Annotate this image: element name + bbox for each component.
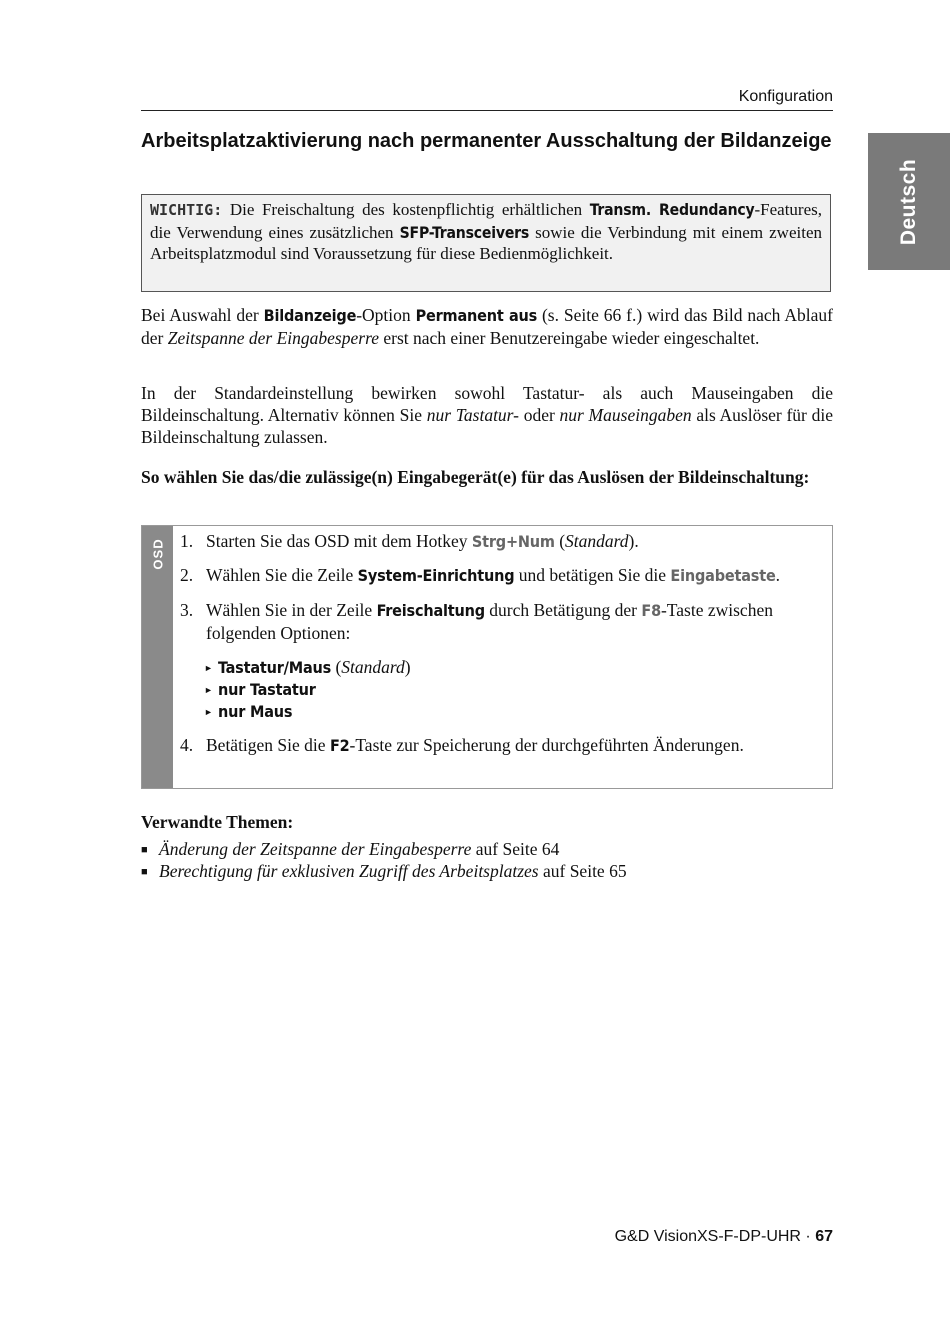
- section-title: Arbeitsplatzaktivierung nach permanenter Ausschaltung der Bildanzeige: [141, 130, 832, 152]
- important-label: WICHTIG:: [150, 201, 223, 219]
- italic-term: Standard: [341, 657, 405, 677]
- language-tab-label: Deutsch: [897, 158, 920, 245]
- arrow-bullet-icon: ►: [204, 707, 213, 717]
- option-label: nur Tastatur: [218, 680, 316, 699]
- option-item: [204, 700, 292, 723]
- key-name: Eingabetaste: [670, 566, 776, 585]
- text: und betätigen Sie die: [514, 565, 671, 585]
- italic-term: nur Mauseingaben: [559, 405, 692, 425]
- text: als Auslöser für die Bildeinschaltung zulassen.: [141, 405, 833, 447]
- italic-term: nur Tastatur-: [426, 405, 519, 425]
- text: ).: [628, 531, 639, 551]
- page-footer: [141, 1228, 833, 1246]
- text: .: [775, 565, 780, 585]
- option-item: [204, 678, 316, 701]
- step-text: [206, 564, 820, 587]
- italic-term: Standard: [565, 531, 629, 551]
- text: Bei Auswahl der: [141, 305, 264, 325]
- option-label: Tastatur/Maus: [218, 658, 332, 677]
- text: -Taste zur Speicherung der durchgeführten Änderungen.: [349, 735, 744, 755]
- text: -Option: [356, 305, 416, 325]
- important-notice: [141, 194, 831, 292]
- text: oder: [518, 405, 560, 425]
- header-rule: [141, 110, 833, 111]
- related-topics-title: Verwandte Themen:: [141, 812, 294, 832]
- instruction-heading: So wählen Sie das/die zulässige(n) Eingabegerät(e) für das Auslösen der Bildeinschaltung:: [141, 467, 810, 487]
- language-tab: [868, 133, 950, 270]
- text: (s. Seite 66 f.) wird das Bild nach Ablauf der: [141, 305, 833, 348]
- option-item: [204, 656, 411, 679]
- osd-tab-label: OSD: [150, 538, 165, 570]
- text: -Taste zwischen folgenden Optionen:: [206, 600, 773, 643]
- running-header: Konfiguration: [738, 88, 833, 105]
- related-link[interactable]: [141, 838, 559, 861]
- text: Wählen Sie die Zeile: [206, 565, 358, 585]
- menu-term: Bildanzeige: [263, 306, 357, 325]
- paragraph-1: [141, 304, 833, 349]
- key-name: F2: [329, 736, 350, 755]
- square-bullet-icon: ■: [141, 844, 148, 856]
- important-bold-1: Transm. Redundancy: [589, 200, 755, 219]
- key-name: F8: [641, 601, 661, 620]
- step-number: 4.: [180, 735, 194, 755]
- step-text: [206, 530, 820, 553]
- italic-term: Zeitspanne der Eingabesperre: [167, 328, 379, 348]
- osd-tab: [142, 526, 173, 788]
- option-label: nur Maus: [218, 702, 293, 721]
- menu-term: System-Einrichtung: [357, 566, 515, 585]
- important-text: sowie die Verbindung mit einem zweiten Arbeitsplatzmodul sind Voraussetzung für diese Bedienmöglichkeit.: [150, 222, 822, 263]
- step-number: 1.: [180, 531, 194, 551]
- step-text: [206, 734, 820, 757]
- text: ): [404, 657, 411, 677]
- text: Starten Sie das OSD mit dem Hotkey: [206, 531, 472, 551]
- important-text: Die Freischaltung des kostenpflichtig erhältlichen: [222, 200, 590, 219]
- menu-term: Freischaltung: [376, 601, 485, 620]
- page-reference: auf Seite 65: [538, 861, 627, 881]
- page-reference: auf Seite 64: [471, 839, 560, 859]
- step-number: 2.: [180, 565, 194, 585]
- text: Wählen Sie in der Zeile: [206, 600, 377, 620]
- text: In der Standardeinstellung bewirken sowohl Tastatur- als auch Mauseingaben die Bildeinschaltung. Alternativ können Sie: [141, 383, 833, 425]
- paragraph-2: [141, 382, 833, 448]
- square-bullet-icon: ■: [141, 866, 148, 878]
- text: (: [331, 657, 342, 677]
- related-link-title[interactable]: Berechtigung für exklusiven Zugriff des Arbeitsplatzes: [159, 861, 539, 881]
- step-text: [206, 599, 820, 644]
- text: erst nach einer Benutzereingabe wieder eingeschaltet.: [379, 328, 760, 348]
- hotkey: Strg+Num: [471, 532, 555, 551]
- page-number: 67: [815, 1228, 833, 1245]
- menu-term: Permanent aus: [415, 306, 538, 325]
- text: (: [554, 531, 566, 551]
- text: Betätigen Sie die: [206, 735, 330, 755]
- important-text: -Features, die Verwendung eines zusätzlichen: [150, 200, 822, 242]
- arrow-bullet-icon: ►: [204, 663, 213, 673]
- arrow-bullet-icon: ►: [204, 685, 213, 695]
- related-link-title[interactable]: Änderung der Zeitspanne der Eingabesperre: [159, 839, 472, 859]
- step-number: 3.: [180, 600, 194, 620]
- important-bold-2: SFP-Transceivers: [399, 222, 530, 242]
- product-name: G&D VisionXS-F-DP-UHR ·: [614, 1228, 816, 1245]
- text: durch Betätigung der: [484, 600, 642, 620]
- related-link[interactable]: [141, 860, 627, 883]
- osd-procedure-box: [141, 525, 833, 789]
